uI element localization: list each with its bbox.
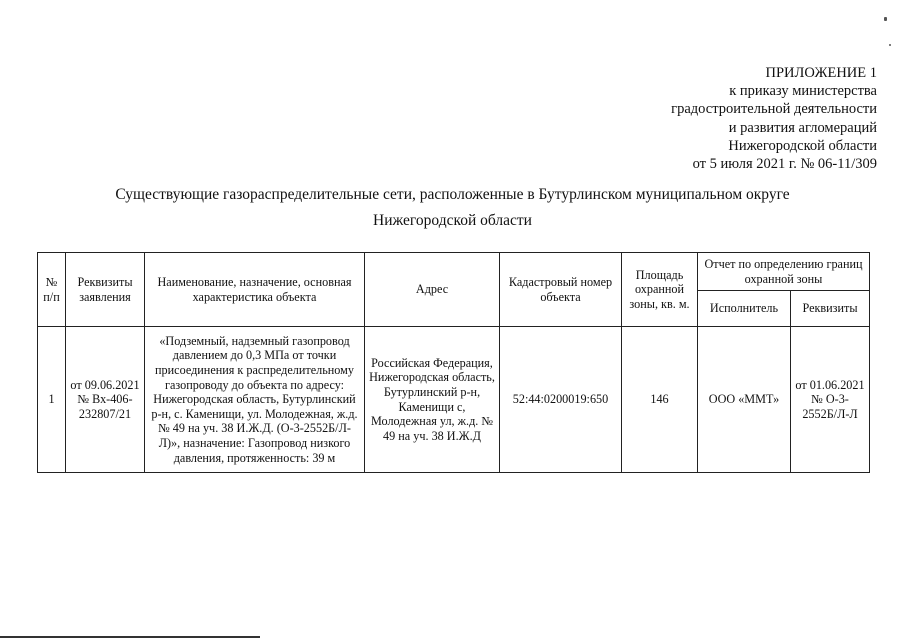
document-title-region: Нижегородской области <box>373 212 532 229</box>
cell-address: Российская Федерация, Нижегородская область, Бутурлинский р-н, Каменищи с, Молодежная ул, ж.д. № 49 на уч. 38 И.Ж.Д <box>365 327 500 473</box>
header-area: Площадь охранной зоны, кв. м. <box>622 253 698 327</box>
appendix-line: градостроительной деятельности <box>671 101 877 118</box>
header-address: Адрес <box>365 253 500 327</box>
header-report-requisites: Реквизиты <box>791 291 870 327</box>
document-title: Существующие газораспределительные сети, расположенные в Бутурлинском муниципальном округе <box>115 186 790 203</box>
scan-speck <box>889 44 891 46</box>
cell-cadastral: 52:44:0200019:650 <box>500 327 622 473</box>
appendix-line: ПРИЛОЖЕНИЕ 1 <box>765 65 877 81</box>
cell-num: 1 <box>38 327 66 473</box>
appendix-line: к приказу министерства <box>729 83 877 100</box>
scan-speck <box>884 17 887 21</box>
header-num: № п/п <box>38 253 66 327</box>
cell-requisites: от 09.06.2021 № Вх-406-232807/21 <box>66 327 145 473</box>
appendix-line: и развития агломераций <box>728 119 877 136</box>
header-cadastral: Кадастровый номер объекта <box>500 253 622 327</box>
header-report: Отчет по определению границ охранной зоны <box>698 253 870 291</box>
header-executor: Исполнитель <box>698 291 791 327</box>
appendix-block <box>671 64 877 173</box>
scan-edge-line <box>0 636 260 638</box>
cell-executor: ООО «ММТ» <box>698 327 791 473</box>
appendix-line: Нижегородской области <box>728 137 877 154</box>
header-name: Наименование, назначение, основная характеристика объекта <box>145 253 365 327</box>
gas-networks-table <box>37 252 870 473</box>
table-header-row <box>38 253 870 291</box>
cell-report-requisites: от 01.06.2021 № О-3-2552Б/Л-Л <box>791 327 870 473</box>
appendix-line: от 5 июля 2021 г. № 06-11/309 <box>692 156 877 173</box>
cell-area: 146 <box>622 327 698 473</box>
table-row <box>38 327 870 473</box>
header-requisites: Реквизиты заявления <box>66 253 145 327</box>
cell-name: «Подземный, надземный газопровод давлением до 0,3 МПа от точки присоединения к распределительному газопроводу до объекта по адресу: Нижегородская область, Бутурлинский р-н, с. Каменищи, ул. Молодежная, ж.д. № 49 на уч. 38 И.Ж.Д. (О-3-2552Б/Л-Л)», назначение: Газопровод низкого давления, протяженность: 39 м <box>145 327 365 473</box>
